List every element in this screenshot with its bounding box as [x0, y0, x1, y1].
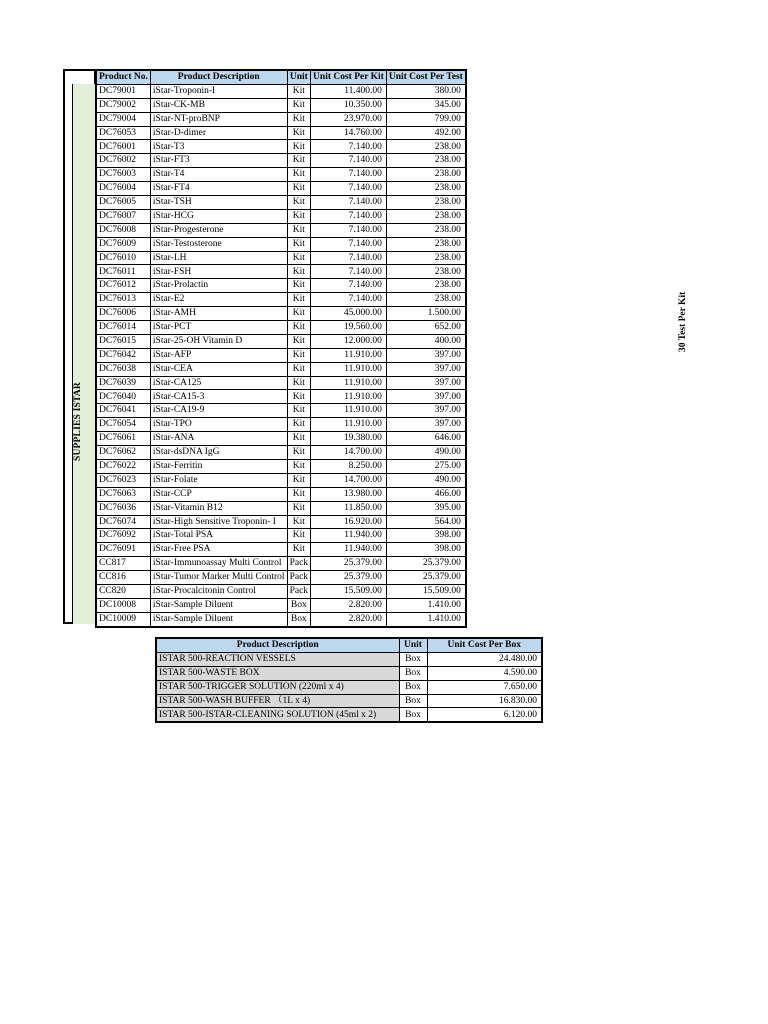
- table-row: [96, 487, 466, 501]
- cell-product-description: iStar-Total PSA: [150, 529, 287, 543]
- box-cell-product-description: ISTAR 500-ISTAR-CLEANING SOLUTION (45ml x 2): [156, 708, 399, 722]
- cell-unit-cost-per-test: 15.509.00: [386, 584, 465, 598]
- cell-product-description: iStar-Testosterone: [150, 237, 287, 251]
- cell-product-description: iStar-CEA: [150, 362, 287, 376]
- cell-unit-cost-per-kit: 7.140.00: [311, 237, 387, 251]
- cell-product-no: DC76041: [96, 404, 150, 418]
- table-row: [96, 612, 466, 626]
- cell-unit: Kit: [287, 209, 310, 223]
- cell-unit-cost-per-test: 646.00: [386, 432, 465, 446]
- cell-product-no: DC76009: [96, 237, 150, 251]
- cell-unit-cost-per-kit: 2.820.00: [311, 612, 387, 626]
- cell-unit-cost-per-kit: 8.250.00: [311, 459, 387, 473]
- box-cell-unit-cost-per-box: 24.480.00: [427, 652, 542, 666]
- box-cell-unit-cost-per-box: 7.650.00: [427, 680, 542, 694]
- table-row: [96, 265, 466, 279]
- cell-unit: Kit: [287, 446, 310, 460]
- istar-price-table: [95, 69, 467, 628]
- cell-unit-cost-per-kit: 7.140.00: [311, 154, 387, 168]
- table-row: [96, 501, 466, 515]
- cell-product-no: DC76022: [96, 459, 150, 473]
- consumables-box-table: [155, 637, 543, 723]
- cell-unit: Kit: [287, 279, 310, 293]
- cell-product-no: DC76002: [96, 154, 150, 168]
- table-row: [96, 515, 466, 529]
- table-row: [96, 321, 466, 335]
- cell-unit: Pack: [287, 584, 310, 598]
- cell-unit: Kit: [287, 334, 310, 348]
- cell-product-no: DC76036: [96, 501, 150, 515]
- cell-product-description: iStar-LH: [150, 251, 287, 265]
- box-cell-unit: Box: [399, 680, 427, 694]
- cell-product-no: DC76061: [96, 432, 150, 446]
- cell-unit-cost-per-test: 345.00: [386, 98, 465, 112]
- cell-product-no: DC79001: [96, 84, 150, 98]
- cell-unit: Kit: [287, 487, 310, 501]
- cell-unit-cost-per-kit: 16.920.00: [311, 515, 387, 529]
- cell-product-no: DC76038: [96, 362, 150, 376]
- cell-unit: Kit: [287, 515, 310, 529]
- cell-unit-cost-per-test: 1.410.00: [386, 612, 465, 626]
- cell-unit-cost-per-test: 397.00: [386, 376, 465, 390]
- cell-unit-cost-per-kit: 14.700.00: [311, 473, 387, 487]
- cell-unit-cost-per-kit: 11.850.00: [311, 501, 387, 515]
- cell-unit-cost-per-kit: 12.000.00: [311, 334, 387, 348]
- cell-unit: Kit: [287, 140, 310, 154]
- cell-unit-cost-per-test: 238.00: [386, 168, 465, 182]
- cell-product-description: iStar-Procalcitonin Control: [150, 584, 287, 598]
- cell-unit-cost-per-kit: 45.000.00: [311, 307, 387, 321]
- cell-product-description: iStar-Troponin-I: [150, 84, 287, 98]
- cell-unit: Kit: [287, 84, 310, 98]
- cell-product-description: iStar-Free PSA: [150, 543, 287, 557]
- cell-product-description: iStar-Prolactin: [150, 279, 287, 293]
- table-row: [96, 584, 466, 598]
- cell-product-no: DC76063: [96, 487, 150, 501]
- cell-product-no: DC76003: [96, 168, 150, 182]
- table-row: [96, 182, 466, 196]
- cell-product-description: iStar-Folate: [150, 473, 287, 487]
- cell-unit-cost-per-kit: 11.910.00: [311, 404, 387, 418]
- cell-unit: Kit: [287, 404, 310, 418]
- table-row: [96, 432, 466, 446]
- cell-unit-cost-per-kit: 14.760.00: [311, 126, 387, 140]
- side-category-label: SUPPLIES ISTAR: [73, 382, 83, 461]
- cell-product-description: iStar-FT3: [150, 154, 287, 168]
- cell-unit-cost-per-test: 238.00: [386, 293, 465, 307]
- table-row: [96, 473, 466, 487]
- cell-unit-cost-per-kit: 10.350.00: [311, 98, 387, 112]
- cell-unit: Kit: [287, 543, 310, 557]
- cell-product-no: DC76042: [96, 348, 150, 362]
- cell-unit-cost-per-test: 466.00: [386, 487, 465, 501]
- cell-product-no: DC79002: [96, 98, 150, 112]
- table-row: [96, 348, 466, 362]
- cell-unit: Kit: [287, 251, 310, 265]
- cell-unit-cost-per-test: 397.00: [386, 404, 465, 418]
- header-unit-cost-per-kit: Unit Cost Per Kit: [311, 70, 387, 84]
- table-row: [96, 196, 466, 210]
- table-row: [96, 557, 466, 571]
- cell-product-no: DC76010: [96, 251, 150, 265]
- cell-unit-cost-per-test: 397.00: [386, 348, 465, 362]
- cell-unit-cost-per-test: 397.00: [386, 390, 465, 404]
- cell-unit-cost-per-kit: 11.910.00: [311, 348, 387, 362]
- box-cell-product-description: ISTAR 500-TRIGGER SOLUTION (220ml x 4): [156, 680, 399, 694]
- cell-product-description: iStar-CA125: [150, 376, 287, 390]
- table-row: [96, 84, 466, 98]
- cell-product-description: iStar-T3: [150, 140, 287, 154]
- cell-product-no: DC76062: [96, 446, 150, 460]
- header-product-description: Product Description: [150, 70, 287, 84]
- cell-product-description: iStar-CA15-3: [150, 390, 287, 404]
- cell-unit-cost-per-kit: 14.700.00: [311, 446, 387, 460]
- cell-unit-cost-per-test: 398.00: [386, 529, 465, 543]
- cell-unit-cost-per-kit: 7.140.00: [311, 196, 387, 210]
- cell-unit: Kit: [287, 501, 310, 515]
- cell-product-no: DC76053: [96, 126, 150, 140]
- table-row: [96, 446, 466, 460]
- cell-product-description: iStar-Sample Diluent: [150, 612, 287, 626]
- box-cell-unit: Box: [399, 652, 427, 666]
- cell-unit: Kit: [287, 529, 310, 543]
- cell-unit-cost-per-test: 238.00: [386, 140, 465, 154]
- cell-unit: Kit: [287, 265, 310, 279]
- cell-unit: Kit: [287, 112, 310, 126]
- cell-product-description: iStar-T4: [150, 168, 287, 182]
- cell-unit-cost-per-test: 25.379.00: [386, 571, 465, 585]
- cell-unit: Kit: [287, 418, 310, 432]
- cell-unit-cost-per-test: 398.00: [386, 543, 465, 557]
- cell-unit-cost-per-kit: 7.140.00: [311, 293, 387, 307]
- cell-product-description: iStar-AMH: [150, 307, 287, 321]
- cell-product-description: iStar-PCT: [150, 321, 287, 335]
- table-row: [156, 680, 542, 694]
- cell-product-description: iStar-CA19-9: [150, 404, 287, 418]
- cell-product-description: iStar-FT4: [150, 182, 287, 196]
- box-cell-unit-cost-per-box: 4.590.00: [427, 666, 542, 680]
- cell-unit: Kit: [287, 126, 310, 140]
- cell-product-description: iStar-25-OH Vitamin D: [150, 334, 287, 348]
- table-row: [96, 571, 466, 585]
- cell-product-description: iStar-High Sensitive Troponin- I: [150, 515, 287, 529]
- cell-unit-cost-per-kit: 11.910.00: [311, 418, 387, 432]
- cell-unit: Kit: [287, 376, 310, 390]
- cell-unit-cost-per-test: 1.500.00: [386, 307, 465, 321]
- cell-unit-cost-per-test: 238.00: [386, 196, 465, 210]
- cell-unit: Kit: [287, 390, 310, 404]
- box-cell-unit-cost-per-box: 6.120.00: [427, 708, 542, 722]
- cell-unit-cost-per-kit: 19.560.00: [311, 321, 387, 335]
- cell-unit-cost-per-kit: 11.910.00: [311, 376, 387, 390]
- cell-unit-cost-per-test: 238.00: [386, 237, 465, 251]
- cell-product-no: DC76006: [96, 307, 150, 321]
- cell-unit-cost-per-test: 238.00: [386, 265, 465, 279]
- table-row: [96, 459, 466, 473]
- cell-unit-cost-per-test: 799.00: [386, 112, 465, 126]
- box-cell-product-description: ISTAR 500-WASH BUFFER （1L x 4): [156, 694, 399, 708]
- cell-product-no: DC76023: [96, 473, 150, 487]
- cell-unit: Box: [287, 598, 310, 612]
- cell-unit-cost-per-test: 25.379.00: [386, 557, 465, 571]
- table-row: [96, 154, 466, 168]
- box-header-row: [156, 638, 542, 652]
- cell-product-description: iStar-Tumor Marker Multi Control: [150, 571, 287, 585]
- cell-product-no: DC76092: [96, 529, 150, 543]
- cell-unit: Kit: [287, 473, 310, 487]
- cell-unit-cost-per-test: 238.00: [386, 279, 465, 293]
- cell-product-description: iStar-Ferritin: [150, 459, 287, 473]
- table-row: [96, 209, 466, 223]
- cell-product-description: iStar-Sample Diluent: [150, 598, 287, 612]
- cell-product-no: DC10008: [96, 598, 150, 612]
- cell-product-description: iStar-E2: [150, 293, 287, 307]
- cell-unit-cost-per-kit: 7.140.00: [311, 182, 387, 196]
- cell-product-no: DC76013: [96, 293, 150, 307]
- cell-unit-cost-per-kit: 7.140.00: [311, 140, 387, 154]
- table-row: [96, 140, 466, 154]
- cell-unit-cost-per-test: 490.00: [386, 446, 465, 460]
- cell-product-description: iStar-AFP: [150, 348, 287, 362]
- cell-product-no: CC816: [96, 571, 150, 585]
- table-row: [96, 279, 466, 293]
- cell-product-description: iStar-Immunoassay Multi Control: [150, 557, 287, 571]
- table-row: [96, 168, 466, 182]
- cell-product-no: DC76039: [96, 376, 150, 390]
- box-cell-unit: Box: [399, 708, 427, 722]
- cell-product-description: iStar-FSH: [150, 265, 287, 279]
- cell-product-description: iStar-CK-MB: [150, 98, 287, 112]
- cell-product-no: DC76015: [96, 334, 150, 348]
- table-row: [96, 223, 466, 237]
- cell-unit-cost-per-kit: 15.509.00: [311, 584, 387, 598]
- cell-product-description: iStar-CCP: [150, 487, 287, 501]
- cell-unit: Pack: [287, 571, 310, 585]
- cell-unit-cost-per-kit: 7.140.00: [311, 168, 387, 182]
- cell-unit-cost-per-kit: 7.140.00: [311, 265, 387, 279]
- cell-unit-cost-per-test: 238.00: [386, 251, 465, 265]
- box-cell-unit: Box: [399, 694, 427, 708]
- cell-unit: Kit: [287, 196, 310, 210]
- tests-per-kit-note: 30 Test Per Kit: [678, 291, 688, 352]
- cell-product-no: DC76005: [96, 196, 150, 210]
- cell-product-description: iStar-HCG: [150, 209, 287, 223]
- table-row: [96, 237, 466, 251]
- cell-product-no: CC817: [96, 557, 150, 571]
- cell-product-no: CC820: [96, 584, 150, 598]
- cell-unit-cost-per-test: 275.00: [386, 459, 465, 473]
- cell-product-no: DC76014: [96, 321, 150, 335]
- table-row: [96, 112, 466, 126]
- cell-unit-cost-per-kit: 11.940.00: [311, 529, 387, 543]
- cell-unit-cost-per-test: 492.00: [386, 126, 465, 140]
- cell-unit-cost-per-kit: 7.140.00: [311, 251, 387, 265]
- cell-unit-cost-per-test: 490.00: [386, 473, 465, 487]
- cell-unit-cost-per-kit: 11.400.00: [311, 84, 387, 98]
- table-row: [96, 404, 466, 418]
- box-header-product-description: Product Description: [156, 638, 399, 652]
- cell-product-no: DC76012: [96, 279, 150, 293]
- header-unit-cost-per-test: Unit Cost Per Test: [386, 70, 465, 84]
- cell-product-no: DC76091: [96, 543, 150, 557]
- cell-unit-cost-per-test: 400.00: [386, 334, 465, 348]
- cell-product-description: iStar-dsDNA IgG: [150, 446, 287, 460]
- cell-product-no: DC76001: [96, 140, 150, 154]
- cell-unit-cost-per-test: 1.410.00: [386, 598, 465, 612]
- cell-unit: Kit: [287, 348, 310, 362]
- cell-unit: Kit: [287, 182, 310, 196]
- cell-unit-cost-per-kit: 7.140.00: [311, 223, 387, 237]
- cell-unit: Kit: [287, 362, 310, 376]
- cell-product-no: DC76074: [96, 515, 150, 529]
- table-row: [96, 126, 466, 140]
- cell-unit-cost-per-kit: 7.140.00: [311, 209, 387, 223]
- cell-unit-cost-per-kit: 25.379.00: [311, 557, 387, 571]
- table-row: [96, 362, 466, 376]
- side-category-fill: [72, 84, 96, 624]
- cell-product-no: DC10009: [96, 612, 150, 626]
- cell-unit-cost-per-test: 395.00: [386, 501, 465, 515]
- cell-unit: Pack: [287, 557, 310, 571]
- cell-unit-cost-per-test: 564.00: [386, 515, 465, 529]
- cell-unit: Kit: [287, 307, 310, 321]
- cell-product-no: DC76040: [96, 390, 150, 404]
- cell-unit: Kit: [287, 154, 310, 168]
- cell-product-description: iStar-NT-proBNP: [150, 112, 287, 126]
- cell-unit-cost-per-test: 380.00: [386, 84, 465, 98]
- box-header-unit: Unit: [399, 638, 427, 652]
- cell-unit-cost-per-kit: 13.980.00: [311, 487, 387, 501]
- table-row: [96, 334, 466, 348]
- cell-product-no: DC76004: [96, 182, 150, 196]
- table-row: [96, 307, 466, 321]
- cell-product-description: iStar-Vitamin B12: [150, 501, 287, 515]
- table-row: [96, 598, 466, 612]
- cell-unit-cost-per-test: 652.00: [386, 321, 465, 335]
- cell-unit: Kit: [287, 168, 310, 182]
- cell-product-description: iStar-TSH: [150, 196, 287, 210]
- cell-unit-cost-per-test: 238.00: [386, 223, 465, 237]
- cell-product-description: iStar-D-dimer: [150, 126, 287, 140]
- cell-unit-cost-per-kit: 11.940.00: [311, 543, 387, 557]
- cell-unit: Kit: [287, 237, 310, 251]
- main-header-row: [96, 70, 466, 84]
- cell-unit-cost-per-test: 238.00: [386, 182, 465, 196]
- cell-unit: Kit: [287, 432, 310, 446]
- cell-product-description: iStar-ANA: [150, 432, 287, 446]
- cell-product-description: iStar-Progesterone: [150, 223, 287, 237]
- cell-unit-cost-per-kit: 25.379.00: [311, 571, 387, 585]
- table-row: [96, 418, 466, 432]
- cell-unit-cost-per-kit: 11.910.00: [311, 362, 387, 376]
- cell-product-description: iStar-TPO: [150, 418, 287, 432]
- table-row: [96, 376, 466, 390]
- table-row: [96, 529, 466, 543]
- table-row: [96, 98, 466, 112]
- table-row: [156, 708, 542, 722]
- cell-unit-cost-per-test: 397.00: [386, 362, 465, 376]
- cell-unit-cost-per-test: 397.00: [386, 418, 465, 432]
- cell-unit: Kit: [287, 321, 310, 335]
- cell-unit-cost-per-kit: 2.820.00: [311, 598, 387, 612]
- header-product-no: Product No.: [96, 70, 150, 84]
- header-unit: Unit: [287, 70, 310, 84]
- box-cell-product-description: ISTAR 500-WASTE BOX: [156, 666, 399, 680]
- cell-unit-cost-per-test: 238.00: [386, 209, 465, 223]
- table-row: [156, 666, 542, 680]
- cell-product-no: DC76007: [96, 209, 150, 223]
- cell-product-no: DC76008: [96, 223, 150, 237]
- side-category-panel: [63, 69, 95, 624]
- cell-unit: Kit: [287, 98, 310, 112]
- cell-unit: Box: [287, 612, 310, 626]
- table-row: [96, 251, 466, 265]
- box-header-unit-cost-per-box: Unit Cost Per Box: [427, 638, 542, 652]
- box-cell-unit-cost-per-box: 16.830.00: [427, 694, 542, 708]
- cell-unit-cost-per-kit: 11.910.00: [311, 390, 387, 404]
- cell-unit: Kit: [287, 223, 310, 237]
- cell-unit: Kit: [287, 459, 310, 473]
- cell-unit-cost-per-test: 238.00: [386, 154, 465, 168]
- cell-product-no: DC79004: [96, 112, 150, 126]
- table-row: [96, 293, 466, 307]
- cell-unit-cost-per-kit: 7.140.00: [311, 279, 387, 293]
- table-row: [96, 390, 466, 404]
- cell-product-no: DC76054: [96, 418, 150, 432]
- box-cell-product-description: ISTAR 500-REACTION VESSELS: [156, 652, 399, 666]
- table-row: [156, 694, 542, 708]
- cell-unit-cost-per-kit: 19.380.00: [311, 432, 387, 446]
- cell-unit: Kit: [287, 293, 310, 307]
- table-row: [96, 543, 466, 557]
- box-cell-unit: Box: [399, 666, 427, 680]
- cell-unit-cost-per-kit: 23.970.00: [311, 112, 387, 126]
- table-row: [156, 652, 542, 666]
- cell-product-no: DC76011: [96, 265, 150, 279]
